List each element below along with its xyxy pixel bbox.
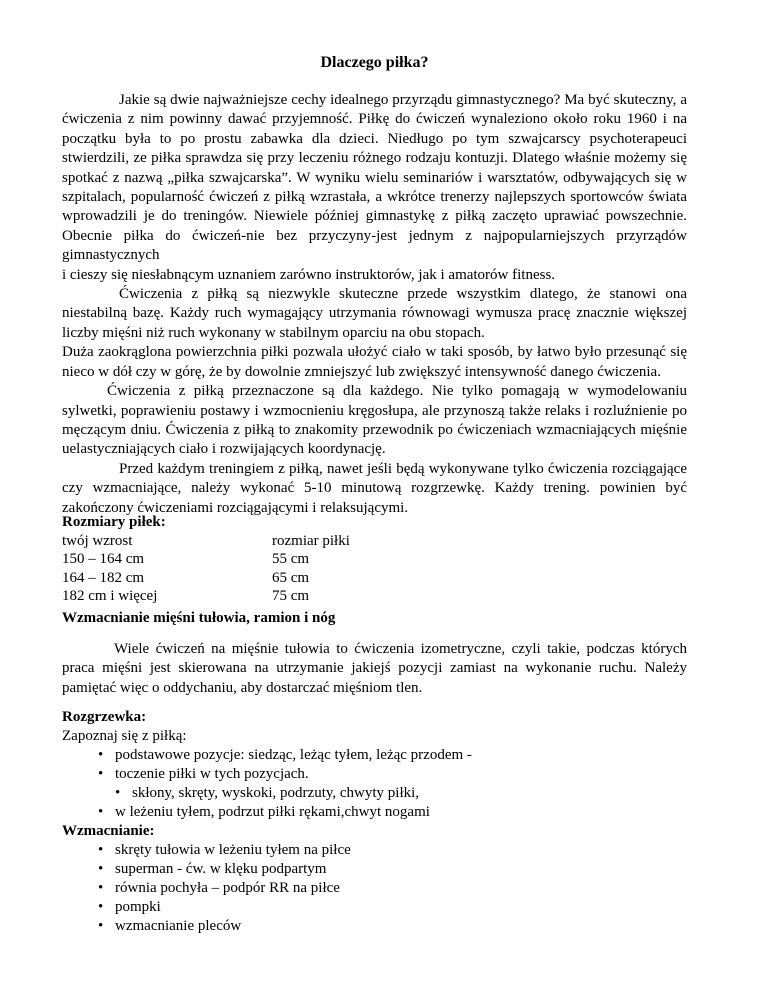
paragraph-history-end: i cieszy się niesłabnącym uznaniem zarówno instruktorów, jak i amatorów fitness. [62, 266, 556, 283]
table-row [62, 550, 687, 569]
size-cell: 55 cm [272, 551, 310, 568]
paragraph-isometric: Wiele ćwiczeń na mięśnie tułowia to ćwiczenia izometryczne, czyli takie, podczas których praca mięśni jest skierowana na utrzymanie jakiejś pozycji zamiast na wykonanie ruchu. Należy pamiętać więc o oddychaniu, aby dostarczać mięśniom tlen. [62, 641, 687, 696]
section-heading-strength: Wzmacnianie mięśni tułowia, ramion i nóg [62, 610, 336, 626]
size-cell: 75 cm [272, 588, 310, 605]
paragraph-warmup-note: Przed każdym treningiem z piłką, nawet jeśli będą wykonywane tylko ćwiczenia rozciągające czy wzmacniające, należy wykonać 5-10 minutową rozgrzewkę. Każdy trening. powinien być zakończony ćwiczeniami rozciągającymi i relaksującymi. [62, 460, 687, 516]
table-header-row [62, 532, 687, 551]
list-item: • w leżeniu tyłem, podrzut piłki rękami,chwyt nogami [62, 803, 687, 822]
paragraph-effectiveness: Ćwiczenia z piłką są niezwykle skuteczne przede wszystkim dlatego, że stanowi ona niestabilną bazę. Każdy ruch wymagający utrzymania równowagi wymusza pracę znacznie większej liczby mięśni niż ruch wykonany w stabilnym oparciu na obu stopach. [62, 286, 687, 341]
list-item: • podstawowe pozycje: siedząc, leżąc tyłem, leżąc przodem - [62, 746, 687, 765]
ball-sizes-heading: Rozmiary piłek: [62, 514, 166, 530]
paragraph-surface: Duża zaokrąglona powierzchnia piłki pozwala ułożyć ciało w taki sposób, by łatwo było przesunąć się nieco w dół czy w górę, że by dowolnie zmniejszyć lub zwiększyć intensywność danego ćwiczenia. [62, 344, 687, 380]
exercise-lists [62, 708, 687, 936]
paragraph-history: Jakie są dwie najważniejsze cechy idealnego przyrządu gimnastycznego? Ma być skuteczny, a ćwiczenia z nim powinny dawać przyjemność. Piłkę do ćwiczeń wynaleziono około roku 1960 i na początku była to po prostu zabawka dla dzieci. Niedługo po tym szwajcarscy psychoterapeuci stwierdzili, ze piłka sprawdza się przy leczeniu różnego rodzaju kontuzji. Dlatego właśnie możemy się spotkać z nazwą „piłka szwajcarska”. W wyniku wielu seminariów i warsztatów, odbywających się w szpitalach, popularność ćwiczeń z piłką wzrastała, a wkrótce trenerzy najlepszych sportowców świata wprowadzili je do treningów. Niewiele później gimnastykę z piłką zaczęto uprawiać powszechnie. Obecnie piłka do ćwiczeń-nie bez przyczyny-jest jednym z najpopularniejszych przyrządów gimnastycznych [62, 92, 687, 264]
table-row [62, 569, 687, 588]
list-item: • pompki [62, 898, 687, 917]
ball-sizes-table [62, 513, 687, 606]
height-cell: 164 – 182 cm [62, 569, 145, 586]
col-height-header: twój wzrost [62, 532, 133, 549]
height-cell: 182 cm i więcej [62, 588, 158, 605]
paragraph-for-everyone: Ćwiczenia z piłką przeznaczone są dla każdego. Nie tylko pomagają w wymodelowaniu sylwetki, poprawieniu postawy i wzmocnieniu kręgosłupa, ale przynoszą także relaks i rozluźnienie po męczącym dniu. Ćwiczenia z piłką to znakomity przewodnik po ćwiczeniach wzmacniających mięśnie uelastyczniających ciało i rozwijających koordynację. [62, 383, 687, 458]
col-size-header: rozmiar piłki [272, 532, 350, 549]
list-item: • skłony, skręty, wyskoki, podrzuty, chwyty piłki, [62, 784, 687, 803]
list-item: • skręty tułowia w leżeniu tyłem na piłce [62, 841, 687, 860]
warmup-intro: Zapoznaj się z piłką: [62, 728, 187, 744]
warmup-heading: Rozgrzewka: [62, 709, 147, 725]
height-cell: 150 – 164 cm [62, 551, 145, 568]
list-item: • superman - ćw. w klęku podpartym [62, 860, 687, 879]
intro-section [62, 91, 687, 518]
strength-heading: Wzmacnianie: [62, 823, 155, 839]
list-item: • wzmacnianie pleców [62, 917, 687, 936]
list-item: • równia pochyła – podpór RR na piłce [62, 879, 687, 898]
size-cell: 65 cm [272, 569, 310, 586]
table-row [62, 587, 687, 606]
strength-list [62, 841, 687, 936]
warmup-list [62, 746, 687, 822]
page-title: Dlaczego piłka? [320, 54, 429, 71]
list-item: • toczenie piłki w tych pozycjach. [62, 765, 687, 784]
